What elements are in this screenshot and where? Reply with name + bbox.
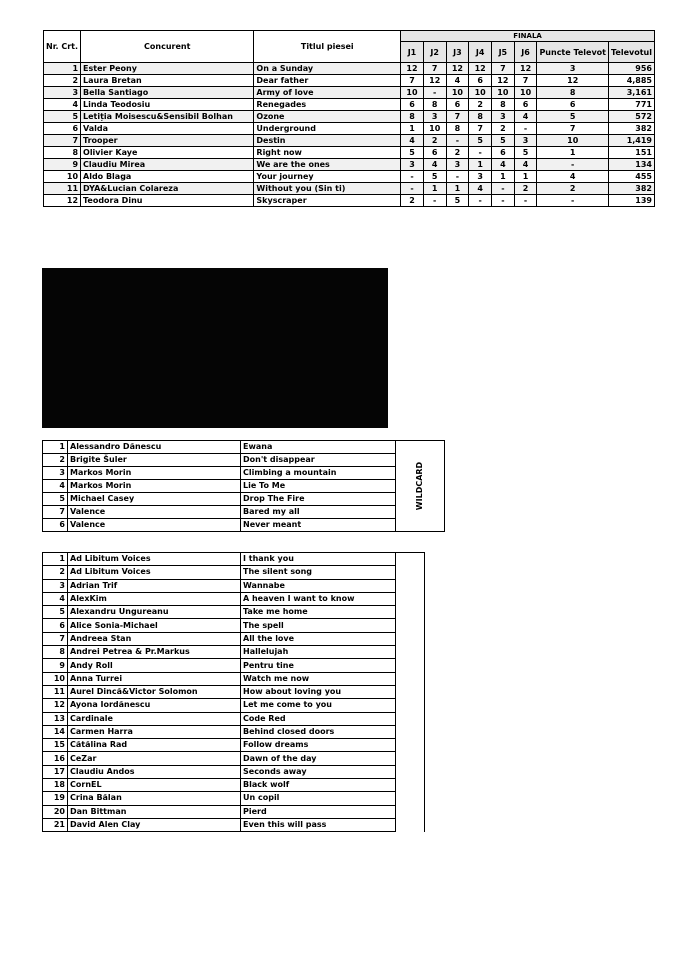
- song-title: Never meant: [241, 519, 396, 532]
- contestant-name: Brigite Šuler: [68, 454, 241, 467]
- table-row: [44, 87, 655, 99]
- song-title: Renegades: [254, 99, 401, 111]
- song-title: Un copil: [241, 792, 396, 805]
- jury-score: 3: [469, 171, 492, 183]
- jury-score: 4: [423, 159, 446, 171]
- song-title: On a Sunday: [254, 63, 401, 75]
- table-row: [43, 632, 425, 645]
- jury-score: -: [514, 195, 537, 207]
- row-number: 2: [44, 75, 81, 87]
- table-row: [43, 672, 425, 685]
- row-number: 1: [44, 63, 81, 75]
- contestant-name: Trooper: [81, 135, 254, 147]
- televote-count: 572: [609, 111, 655, 123]
- contestant-name: Aldo Blaga: [81, 171, 254, 183]
- row-number: 10: [44, 171, 81, 183]
- table-row: [43, 579, 425, 592]
- televote-points: 12: [537, 75, 609, 87]
- table-row: [43, 765, 425, 778]
- header-finala: FINALA: [401, 31, 655, 42]
- finals-table: [43, 30, 655, 207]
- song-title: Bared my all: [241, 506, 396, 519]
- table-row: [43, 441, 445, 454]
- jury-score: 4: [469, 183, 492, 195]
- song-title: Wannabe: [241, 579, 396, 592]
- contestant-name: AlexKim: [68, 592, 241, 605]
- row-number: 10: [43, 672, 68, 685]
- table-row: [43, 480, 445, 493]
- song-title: How about loving you: [241, 685, 396, 698]
- song-title: Behind closed doors: [241, 725, 396, 738]
- header-nr: Nr. Crt.: [44, 31, 81, 63]
- jury-score: 2: [514, 183, 537, 195]
- row-number: 2: [43, 454, 68, 467]
- televote-count: 382: [609, 123, 655, 135]
- table-row: [44, 171, 655, 183]
- header-jury: J4: [469, 42, 492, 63]
- televote-count: 151: [609, 147, 655, 159]
- row-number: 4: [43, 480, 68, 493]
- table-row: [43, 699, 425, 712]
- header-titlu: Titlul piesei: [254, 31, 401, 63]
- row-number: 13: [43, 712, 68, 725]
- contestant-name: Cătălina Rad: [68, 739, 241, 752]
- empty-side-column: [396, 553, 425, 832]
- jury-score: 10: [423, 123, 446, 135]
- contestant-name: Alexandru Ungureanu: [68, 606, 241, 619]
- jury-score: 1: [514, 171, 537, 183]
- table-row: [43, 646, 425, 659]
- row-number: 11: [44, 183, 81, 195]
- table-row: [43, 566, 425, 579]
- televote-points: -: [537, 159, 609, 171]
- entries-list-table-body: [43, 553, 425, 832]
- jury-score: -: [492, 183, 515, 195]
- wildcard-table-body: [43, 441, 445, 532]
- song-title: Without you (Sin ti): [254, 183, 401, 195]
- contestant-name: Valda: [81, 123, 254, 135]
- jury-score: 3: [492, 111, 515, 123]
- row-number: 17: [43, 765, 68, 778]
- jury-score: 5: [446, 195, 469, 207]
- song-title: Army of love: [254, 87, 401, 99]
- table-row: [43, 725, 425, 738]
- jury-score: 12: [492, 75, 515, 87]
- song-title: Skyscraper: [254, 195, 401, 207]
- contestant-name: Markos Morin: [68, 480, 241, 493]
- song-title: Dawn of the day: [241, 752, 396, 765]
- song-title: Follow dreams: [241, 739, 396, 752]
- contestant-name: Michael Casey: [68, 493, 241, 506]
- table-row: [43, 506, 445, 519]
- jury-score: 7: [492, 63, 515, 75]
- jury-score: 5: [492, 135, 515, 147]
- row-number: 3: [43, 467, 68, 480]
- song-title: Black wolf: [241, 779, 396, 792]
- jury-score: 4: [446, 75, 469, 87]
- televote-points: 1: [537, 147, 609, 159]
- table-row: [44, 135, 655, 147]
- jury-score: 12: [469, 63, 492, 75]
- table-row: [43, 659, 425, 672]
- table-row: [43, 493, 445, 506]
- jury-score: 12: [423, 75, 446, 87]
- row-number: 7: [43, 506, 68, 519]
- song-title: Take me home: [241, 606, 396, 619]
- table-row: [43, 792, 425, 805]
- song-title: Ewana: [241, 441, 396, 454]
- televote-points: 2: [537, 183, 609, 195]
- jury-score: 3: [423, 111, 446, 123]
- row-number: 11: [43, 685, 68, 698]
- contestant-name: CornEL: [68, 779, 241, 792]
- jury-score: 1: [446, 183, 469, 195]
- jury-score: -: [469, 147, 492, 159]
- televote-count: 139: [609, 195, 655, 207]
- header-jury: J6: [514, 42, 537, 63]
- jury-score: 3: [446, 159, 469, 171]
- row-number: 8: [43, 646, 68, 659]
- row-number: 5: [44, 111, 81, 123]
- jury-score: -: [469, 195, 492, 207]
- song-title: Climbing a mountain: [241, 467, 396, 480]
- song-title: Seconds away: [241, 765, 396, 778]
- jury-score: 1: [492, 171, 515, 183]
- jury-score: 7: [401, 75, 424, 87]
- contestant-name: CeZar: [68, 752, 241, 765]
- jury-score: 2: [469, 99, 492, 111]
- televote-count: 3,161: [609, 87, 655, 99]
- jury-score: 6: [423, 147, 446, 159]
- jury-score: 4: [514, 111, 537, 123]
- jury-score: 10: [401, 87, 424, 99]
- contestant-name: Adrian Trif: [68, 579, 241, 592]
- televote-count: 455: [609, 171, 655, 183]
- contestant-name: Ester Peony: [81, 63, 254, 75]
- jury-score: 8: [401, 111, 424, 123]
- finals-table-body: [44, 63, 655, 207]
- contestant-name: Letiția Moisescu&Sensibil Bolhan: [81, 111, 254, 123]
- contestant-name: Cardinale: [68, 712, 241, 725]
- contestant-name: Claudiu Mirea: [81, 159, 254, 171]
- row-number: 6: [44, 123, 81, 135]
- televote-points: 10: [537, 135, 609, 147]
- table-row: [43, 779, 425, 792]
- jury-score: 6: [469, 75, 492, 87]
- jury-score: 1: [423, 183, 446, 195]
- header-jury: J1: [401, 42, 424, 63]
- contestant-name: Laura Bretan: [81, 75, 254, 87]
- jury-score: 7: [469, 123, 492, 135]
- jury-score: 8: [492, 99, 515, 111]
- contestant-name: Bella Santiago: [81, 87, 254, 99]
- jury-score: -: [401, 171, 424, 183]
- song-title: The spell: [241, 619, 396, 632]
- contestant-name: Ad Libitum Voices: [68, 566, 241, 579]
- table-row: [43, 454, 445, 467]
- table-row: [43, 805, 425, 818]
- row-number: 7: [43, 632, 68, 645]
- row-number: 3: [44, 87, 81, 99]
- table-row: [44, 147, 655, 159]
- table-row: [44, 123, 655, 135]
- table-row: [43, 752, 425, 765]
- contestant-name: Andreea Stan: [68, 632, 241, 645]
- jury-score: 12: [514, 63, 537, 75]
- row-number: 2: [43, 566, 68, 579]
- table-row: [44, 111, 655, 123]
- header-jury: J2: [423, 42, 446, 63]
- table-row: [43, 619, 425, 632]
- jury-score: 4: [401, 135, 424, 147]
- row-number: 5: [43, 606, 68, 619]
- row-number: 19: [43, 792, 68, 805]
- jury-score: 8: [469, 111, 492, 123]
- song-title: Destin: [254, 135, 401, 147]
- jury-score: 1: [401, 123, 424, 135]
- contestant-name: Dan Bittman: [68, 805, 241, 818]
- row-number: 8: [44, 147, 81, 159]
- contestant-name: Alice Sonia-Michael: [68, 619, 241, 632]
- table-row: [44, 159, 655, 171]
- televote-points: 6: [537, 99, 609, 111]
- contestant-name: Andrei Petrea & Pr.Markus: [68, 646, 241, 659]
- table-row: [44, 183, 655, 195]
- jury-score: 10: [469, 87, 492, 99]
- televote-count: 956: [609, 63, 655, 75]
- wildcard-table: [42, 440, 445, 532]
- contestant-name: Alessandro Dănescu: [68, 441, 241, 454]
- televote-points: 8: [537, 87, 609, 99]
- televote-count: 1,419: [609, 135, 655, 147]
- row-number: 21: [43, 818, 68, 831]
- song-title: Your journey: [254, 171, 401, 183]
- jury-score: 7: [423, 63, 446, 75]
- jury-score: 6: [401, 99, 424, 111]
- jury-score: 5: [401, 147, 424, 159]
- jury-score: 8: [446, 123, 469, 135]
- row-number: 1: [43, 441, 68, 454]
- televote-count: 134: [609, 159, 655, 171]
- contestant-name: Crina Bălan: [68, 792, 241, 805]
- row-number: 12: [43, 699, 68, 712]
- table-row: [43, 606, 425, 619]
- wildcard-label-cell: [396, 441, 445, 532]
- row-number: 4: [44, 99, 81, 111]
- row-number: 15: [43, 739, 68, 752]
- table-row: [43, 685, 425, 698]
- jury-score: -: [492, 195, 515, 207]
- contestant-name: Markos Morin: [68, 467, 241, 480]
- contestant-name: Andy Roll: [68, 659, 241, 672]
- row-number: 14: [43, 725, 68, 738]
- row-number: 3: [43, 579, 68, 592]
- table-row: [43, 712, 425, 725]
- header-jury: J5: [492, 42, 515, 63]
- redacted-black-box: [42, 268, 388, 428]
- jury-score: -: [514, 123, 537, 135]
- jury-score: 4: [514, 159, 537, 171]
- row-number: 6: [43, 519, 68, 532]
- entries-list-table: [42, 552, 425, 832]
- jury-score: -: [423, 195, 446, 207]
- contestant-name: DYA&Lucian Colareza: [81, 183, 254, 195]
- contestant-name: Claudiu Andos: [68, 765, 241, 778]
- row-number: 9: [43, 659, 68, 672]
- table-row: [44, 75, 655, 87]
- song-title: Code Red: [241, 712, 396, 725]
- jury-score: -: [446, 135, 469, 147]
- televote-count: 4,885: [609, 75, 655, 87]
- jury-score: 6: [514, 99, 537, 111]
- jury-score: 6: [492, 147, 515, 159]
- televote-points: 3: [537, 63, 609, 75]
- table-row: [44, 99, 655, 111]
- row-number: 4: [43, 592, 68, 605]
- row-number: 18: [43, 779, 68, 792]
- jury-score: -: [401, 183, 424, 195]
- jury-score: -: [446, 171, 469, 183]
- contestant-name: Anna Turrei: [68, 672, 241, 685]
- header-televot: Televotul: [609, 42, 655, 63]
- song-title: Lie To Me: [241, 480, 396, 493]
- jury-score: 12: [401, 63, 424, 75]
- jury-score: 3: [514, 135, 537, 147]
- song-title: Watch me now: [241, 672, 396, 685]
- televote-count: 382: [609, 183, 655, 195]
- song-title: Pierd: [241, 805, 396, 818]
- wildcard-label: WILDCARD: [415, 461, 425, 511]
- table-row: [43, 818, 425, 831]
- televote-points: 4: [537, 171, 609, 183]
- contestant-name: Carmen Harra: [68, 725, 241, 738]
- jury-score: 1: [469, 159, 492, 171]
- televote-points: 5: [537, 111, 609, 123]
- table-row: [43, 739, 425, 752]
- song-title: Even this will pass: [241, 818, 396, 831]
- song-title: The silent song: [241, 566, 396, 579]
- contestant-name: Olivier Kaye: [81, 147, 254, 159]
- song-title: Don't disappear: [241, 454, 396, 467]
- televote-points: -: [537, 195, 609, 207]
- contestant-name: David Alen Clay: [68, 818, 241, 831]
- jury-score: 2: [492, 123, 515, 135]
- contestant-name: Ayona Iordănescu: [68, 699, 241, 712]
- row-number: 12: [44, 195, 81, 207]
- row-number: 6: [43, 619, 68, 632]
- song-title: Drop The Fire: [241, 493, 396, 506]
- header-puncte-televot: Puncte Televot: [537, 42, 609, 63]
- song-title: Ozone: [254, 111, 401, 123]
- song-title: Right now: [254, 147, 401, 159]
- song-title: We are the ones: [254, 159, 401, 171]
- row-number: 1: [43, 553, 68, 566]
- table-row: [43, 467, 445, 480]
- header-jury: J3: [446, 42, 469, 63]
- jury-score: 4: [492, 159, 515, 171]
- jury-score: 10: [446, 87, 469, 99]
- contestant-name: Linda Teodosiu: [81, 99, 254, 111]
- row-number: 7: [44, 135, 81, 147]
- jury-score: -: [423, 87, 446, 99]
- table-row: [43, 592, 425, 605]
- row-number: 5: [43, 493, 68, 506]
- televote-points: 7: [537, 123, 609, 135]
- jury-score: 2: [446, 147, 469, 159]
- jury-score: 5: [423, 171, 446, 183]
- table-row: [44, 63, 655, 75]
- table-row: [43, 519, 445, 532]
- song-title: Hallelujah: [241, 646, 396, 659]
- song-title: Let me come to you: [241, 699, 396, 712]
- jury-score: 7: [514, 75, 537, 87]
- row-number: 9: [44, 159, 81, 171]
- jury-score: 6: [446, 99, 469, 111]
- jury-score: 10: [514, 87, 537, 99]
- song-title: A heaven I want to know: [241, 592, 396, 605]
- row-number: 16: [43, 752, 68, 765]
- jury-score: 7: [446, 111, 469, 123]
- contestant-name: Teodora Dinu: [81, 195, 254, 207]
- song-title: I thank you: [241, 553, 396, 566]
- song-title: Underground: [254, 123, 401, 135]
- jury-score: 5: [514, 147, 537, 159]
- table-row: [44, 195, 655, 207]
- contestant-name: Valence: [68, 519, 241, 532]
- jury-score: 2: [423, 135, 446, 147]
- jury-score: 12: [446, 63, 469, 75]
- song-title: Dear father: [254, 75, 401, 87]
- contestant-name: Valence: [68, 506, 241, 519]
- jury-score: 10: [492, 87, 515, 99]
- jury-score: 5: [469, 135, 492, 147]
- televote-count: 771: [609, 99, 655, 111]
- row-number: 20: [43, 805, 68, 818]
- jury-score: 8: [423, 99, 446, 111]
- header-concurent: Concurent: [81, 31, 254, 63]
- jury-score: 2: [401, 195, 424, 207]
- contestant-name: Ad Libitum Voices: [68, 553, 241, 566]
- song-title: Pentru tine: [241, 659, 396, 672]
- contestant-name: Aurel Dincă&Victor Solomon: [68, 685, 241, 698]
- jury-score: 3: [401, 159, 424, 171]
- table-row: [43, 553, 425, 566]
- song-title: All the love: [241, 632, 396, 645]
